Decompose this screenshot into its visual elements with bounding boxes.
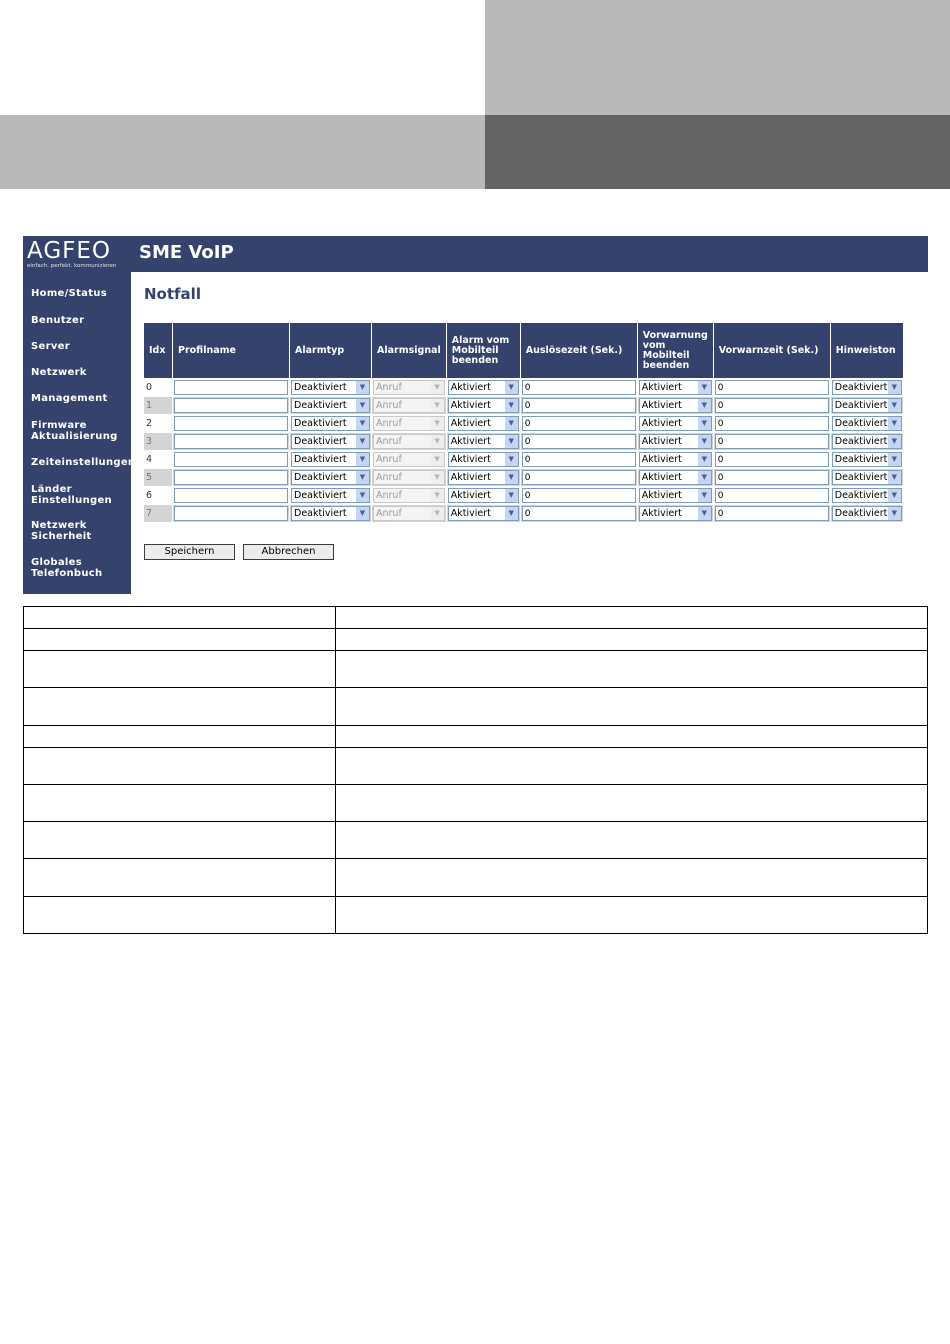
alarm-end-select[interactable] [448,506,519,521]
description-table [23,606,928,934]
select-value: Deaktiviert [834,418,888,429]
table-cell [24,629,336,651]
sidebar-nav [23,272,136,594]
table-cell [336,822,928,859]
table-cell [446,505,520,523]
chevron-down-icon[interactable]: ▼ [356,453,369,466]
warning-time-input[interactable] [715,488,829,503]
sidebar-item-home-status[interactable]: Home/Status [31,288,107,299]
chevron-down-icon[interactable]: ▼ [356,435,369,448]
chevron-down-icon[interactable]: ▼ [888,471,901,484]
table-cell [372,451,447,469]
chevron-down-icon: ▼ [431,399,444,412]
select-value: Anruf [376,436,402,447]
trigger-time-input[interactable] [522,380,636,395]
row-index: 6 [144,487,173,505]
chevron-down-icon[interactable]: ▼ [698,471,711,484]
table-cell [830,451,903,469]
column-header: Profilname [173,323,290,379]
emergency-profiles-table [143,322,904,523]
table-cell [24,688,336,726]
select-value: Anruf [376,472,402,483]
table-cell [290,433,372,451]
warning-time-input[interactable] [715,506,829,521]
table-cell [713,451,830,469]
chevron-down-icon: ▼ [431,435,444,448]
profile-name-input[interactable] [174,416,288,431]
table-cell [520,505,637,523]
select-value: Anruf [376,400,402,411]
chevron-down-icon: ▼ [431,471,444,484]
select-value: Aktiviert [641,400,682,411]
row-index: 5 [144,469,173,487]
web-ui-screenshot [23,236,928,594]
select-value: Aktiviert [450,490,491,501]
select-value: Aktiviert [450,400,491,411]
table-cell [24,785,336,822]
warning-end-select[interactable] [639,452,712,467]
table-cell [830,397,903,415]
select-value: Deaktiviert [834,436,888,447]
header-band-dark-grey [485,115,950,189]
select-value: Aktiviert [641,490,682,501]
warning-time-input[interactable] [715,416,829,431]
table-cell [173,451,290,469]
select-value: Anruf [376,382,402,393]
table-row [24,859,928,897]
alarm-end-select[interactable] [448,434,519,449]
trigger-time-input[interactable] [522,452,636,467]
table-row [144,397,904,415]
table-cell [290,505,372,523]
trigger-time-input[interactable] [522,434,636,449]
table-cell [713,505,830,523]
chevron-down-icon[interactable]: ▼ [505,471,518,484]
table-cell [173,433,290,451]
chevron-down-icon[interactable]: ▼ [505,453,518,466]
chevron-down-icon[interactable]: ▼ [698,489,711,502]
header-band-grey [0,115,485,189]
profile-name-input[interactable] [174,506,288,521]
table-cell [637,487,713,505]
table-cell [520,469,637,487]
table-cell [336,897,928,934]
trigger-time-input[interactable] [522,416,636,431]
notice-tone-select[interactable] [832,416,902,431]
column-header: Alarm vom Mobilteil beenden [446,323,520,379]
table-cell [713,433,830,451]
profile-name-input[interactable] [174,452,288,467]
notice-tone-select[interactable] [832,434,902,449]
column-header: Vorwarnung vom Mobilteil beenden [637,323,713,379]
sidebar-item-zeiteinstellungen[interactable]: Zeiteinstellungen [31,457,136,468]
warning-end-select[interactable] [639,506,712,521]
table-cell [24,859,336,897]
table-cell [372,433,447,451]
warning-end-select[interactable] [639,470,712,485]
chevron-down-icon[interactable]: ▼ [698,399,711,412]
table-cell [336,629,928,651]
save-button[interactable]: Speichern [144,544,235,560]
table-cell [637,397,713,415]
select-value: Aktiviert [641,436,682,447]
select-value: Deaktiviert [294,382,347,393]
select-value: Deaktiviert [294,400,347,411]
chevron-down-icon[interactable]: ▼ [888,435,901,448]
table-cell [446,379,520,397]
table-cell [336,607,928,629]
warning-time-input[interactable] [715,398,829,413]
row-index: 4 [144,451,173,469]
select-value: Deaktiviert [834,490,888,501]
table-row [144,379,904,397]
warning-time-input[interactable] [715,434,829,449]
table-cell [336,651,928,688]
profile-name-input[interactable] [174,488,288,503]
warning-end-select[interactable] [639,434,712,449]
chevron-down-icon[interactable]: ▼ [698,417,711,430]
chevron-down-icon[interactable]: ▼ [505,435,518,448]
app-title: SME VoIP [139,242,234,263]
select-value: Deaktiviert [294,418,347,429]
table-cell [290,415,372,433]
table-row [24,822,928,859]
sidebar-item-laender-einstellungen[interactable]: Länder Einstellungen [31,484,112,506]
notice-tone-select[interactable] [832,470,902,485]
alarm-signal-select [373,470,445,485]
table-cell [637,379,713,397]
table-cell [830,433,903,451]
sidebar-item-firmware[interactable]: Firmware Aktualisierung [31,420,118,442]
table-cell [637,505,713,523]
table-cell [173,379,290,397]
table-cell [713,379,830,397]
select-value: Anruf [376,418,402,429]
table-cell [637,451,713,469]
table-row [144,505,904,523]
table-cell [290,379,372,397]
table-row [24,726,928,748]
table-row [24,785,928,822]
table-row [24,688,928,726]
alarm-type-select[interactable] [291,416,370,431]
warning-time-input[interactable] [715,380,829,395]
sidebar-item-benutzer[interactable]: Benutzer [31,315,85,326]
select-value: Aktiviert [450,472,491,483]
table-cell [713,397,830,415]
table-cell [446,433,520,451]
select-value: Aktiviert [641,382,682,393]
table-cell [520,397,637,415]
table-cell [446,397,520,415]
profile-name-input[interactable] [174,398,288,413]
warning-time-input[interactable] [715,452,829,467]
select-value: Aktiviert [641,508,682,519]
notice-tone-select[interactable] [832,488,902,503]
select-value: Aktiviert [450,436,491,447]
table-cell [637,469,713,487]
chevron-down-icon[interactable]: ▼ [888,417,901,430]
chevron-down-icon[interactable]: ▼ [698,507,711,520]
profile-name-input[interactable] [174,434,288,449]
table-row [24,629,928,651]
chevron-down-icon[interactable]: ▼ [505,489,518,502]
table-cell [24,748,336,785]
chevron-down-icon[interactable]: ▼ [356,471,369,484]
table-cell [520,415,637,433]
alarm-type-select[interactable] [291,470,370,485]
chevron-down-icon[interactable]: ▼ [505,381,518,394]
alarm-type-select[interactable] [291,506,370,521]
table-cell [372,379,447,397]
table-cell [24,651,336,688]
sidebar-item-globales-telefonbuch[interactable]: Globales Telefonbuch [31,557,103,579]
chevron-down-icon[interactable]: ▼ [505,417,518,430]
table-cell [830,505,903,523]
table-row [24,897,928,934]
table-cell [372,487,447,505]
select-value: Aktiviert [641,472,682,483]
table-cell [24,897,336,934]
chevron-down-icon[interactable]: ▼ [698,381,711,394]
alarm-type-select[interactable] [291,452,370,467]
alarm-signal-select [373,452,445,467]
row-index: 0 [144,379,173,397]
alarm-end-select[interactable] [448,470,519,485]
chevron-down-icon[interactable]: ▼ [888,399,901,412]
table-cell [830,379,903,397]
sidebar-item-netzwerk-sicherheit[interactable]: Netzwerk Sicherheit [31,520,92,542]
table-cell [637,415,713,433]
table-cell [173,415,290,433]
select-value: Deaktiviert [294,490,347,501]
table-cell [173,505,290,523]
trigger-time-input[interactable] [522,398,636,413]
alarm-signal-select [373,398,445,413]
select-value: Deaktiviert [294,472,347,483]
trigger-time-input[interactable] [522,488,636,503]
table-cell [173,469,290,487]
chevron-down-icon[interactable]: ▼ [356,399,369,412]
table-row [24,607,928,629]
table-header-row [144,323,904,379]
table-cell [446,451,520,469]
trigger-time-input[interactable] [522,506,636,521]
table-cell [372,397,447,415]
table-cell [830,415,903,433]
column-header: Auslösezeit (Sek.) [520,323,637,379]
chevron-down-icon: ▼ [431,507,444,520]
alarm-signal-select [373,506,445,521]
table-row [144,433,904,451]
chevron-down-icon[interactable]: ▼ [356,381,369,394]
table-cell [830,469,903,487]
app-header [23,236,928,272]
table-row [144,451,904,469]
chevron-down-icon[interactable]: ▼ [888,381,901,394]
alarm-end-select[interactable] [448,380,519,395]
table-row [24,651,928,688]
row-index: 7 [144,505,173,523]
table-cell [713,487,830,505]
chevron-down-icon[interactable]: ▼ [888,507,901,520]
notice-tone-select[interactable] [832,452,902,467]
select-value: Deaktiviert [834,508,888,519]
chevron-down-icon: ▼ [431,489,444,502]
row-index: 1 [144,397,173,415]
header-band-white [0,0,485,115]
select-value: Deaktiviert [834,382,888,393]
select-value: Anruf [376,490,402,501]
select-value: Deaktiviert [294,436,347,447]
select-value: Deaktiviert [834,472,888,483]
trigger-time-input[interactable] [522,470,636,485]
table-cell [372,469,447,487]
alarm-end-select[interactable] [448,452,519,467]
chevron-down-icon[interactable]: ▼ [698,453,711,466]
table-cell [446,487,520,505]
profile-name-input[interactable] [174,470,288,485]
alarm-end-select[interactable] [448,398,519,413]
chevron-down-icon[interactable]: ▼ [888,489,901,502]
table-cell [173,487,290,505]
table-cell [372,505,447,523]
chevron-down-icon[interactable]: ▼ [356,507,369,520]
table-cell [173,397,290,415]
table-cell [290,451,372,469]
table-cell [520,433,637,451]
chevron-down-icon[interactable]: ▼ [505,507,518,520]
alarm-signal-select [373,416,445,431]
table-row [144,469,904,487]
table-cell [24,822,336,859]
select-value: Aktiviert [641,454,682,465]
alarm-type-select[interactable] [291,434,370,449]
select-value: Aktiviert [450,418,491,429]
table-cell [520,379,637,397]
warning-end-select[interactable] [639,380,712,395]
alarm-type-select[interactable] [291,398,370,413]
alarm-signal-select [373,434,445,449]
profile-name-input[interactable] [174,380,288,395]
select-value: Deaktiviert [834,400,888,411]
notice-tone-select[interactable] [832,380,902,395]
select-value: Deaktiviert [294,508,347,519]
agfeo-logo: AGFEO [27,238,112,264]
chevron-down-icon: ▼ [431,381,444,394]
table-cell [520,487,637,505]
table-cell [290,397,372,415]
table-cell [446,415,520,433]
warning-end-select[interactable] [639,398,712,413]
notice-tone-select[interactable] [832,506,902,521]
table-cell [336,859,928,897]
select-value: Anruf [376,508,402,519]
chevron-down-icon[interactable]: ▼ [888,453,901,466]
alarm-type-select[interactable] [291,488,370,503]
select-value: Deaktiviert [834,454,888,465]
select-value: Aktiviert [450,454,491,465]
chevron-down-icon[interactable]: ▼ [698,435,711,448]
row-index: 3 [144,433,173,451]
warning-end-select[interactable] [639,416,712,431]
column-header: Hinweiston [830,323,903,379]
alarm-end-select[interactable] [448,488,519,503]
alarm-signal-select [373,488,445,503]
table-row [24,748,928,785]
table-cell [372,415,447,433]
warning-time-input[interactable] [715,470,829,485]
table-cell [24,607,336,629]
table-cell [713,469,830,487]
sidebar-item-netzwerk[interactable]: Netzwerk [31,367,87,378]
sidebar-item-server[interactable]: Server [31,341,70,352]
table-row [144,415,904,433]
table-cell [336,726,928,748]
select-value: Aktiviert [450,508,491,519]
select-value: Deaktiviert [294,454,347,465]
logo-tagline: einfach. perfekt. kommunizieren [27,263,117,269]
table-cell [520,451,637,469]
alarm-signal-select [373,380,445,395]
chevron-down-icon[interactable]: ▼ [356,417,369,430]
notice-tone-select[interactable] [832,398,902,413]
table-cell [713,415,830,433]
chevron-down-icon[interactable]: ▼ [356,489,369,502]
column-header: Vorwarnzeit (Sek.) [713,323,830,379]
table-cell [637,433,713,451]
select-value: Aktiviert [450,382,491,393]
table-cell [24,726,336,748]
chevron-down-icon: ▼ [431,417,444,430]
alarm-type-select[interactable] [291,380,370,395]
chevron-down-icon[interactable]: ▼ [505,399,518,412]
alarm-end-select[interactable] [448,416,519,431]
select-value: Anruf [376,454,402,465]
column-header: Idx [144,323,173,379]
page-title: Notfall [144,285,201,303]
table-cell [290,487,372,505]
chevron-down-icon: ▼ [431,453,444,466]
cancel-button[interactable]: Abbrechen [243,544,334,560]
table-cell [830,487,903,505]
sidebar-item-management[interactable]: Management [31,393,108,404]
table-cell [446,469,520,487]
warning-end-select[interactable] [639,488,712,503]
table-cell [290,469,372,487]
select-value: Aktiviert [641,418,682,429]
header-band-light-grey [485,0,950,115]
table-row [144,487,904,505]
column-header: Alarmsignal [372,323,447,379]
row-index: 2 [144,415,173,433]
table-cell [336,748,928,785]
column-header: Alarmtyp [290,323,372,379]
table-cell [336,688,928,726]
table-cell [336,785,928,822]
